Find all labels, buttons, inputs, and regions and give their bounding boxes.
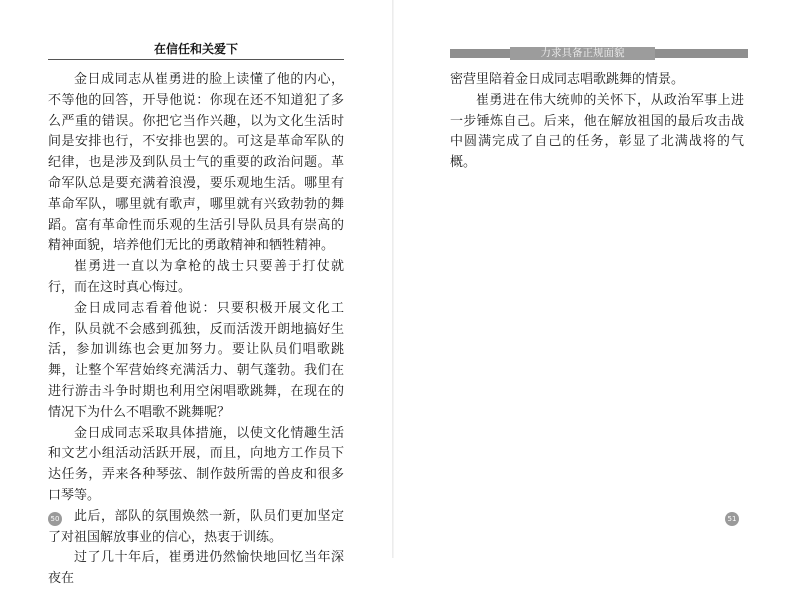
paragraph: 金日成同志从崔勇进的脸上读懂了他的内心，不等他的回答，开导他说：你现在还不知道犯了多么严重的错误。你把它当作兴趣，以为文化生活时间是安排也行，不安排也罢的。可这是革命军队的纪律，也是涉及到队员士气的重要的政治问题。革命军队总是要充满着浪漫，要乐观地生活。哪里有革命军队，哪里就有歌声，哪里就有兴致勃勃的舞蹈。富有革命性而乐观的生活引导队员具有崇高的精神面貌，培养他们无比的勇敢精神和牺牲精神。 [48, 72, 344, 254]
running-title: 力求具备正规面貌 [510, 47, 655, 60]
paragraph-continuation: 密营里陪着金日成同志唱歌跳舞的情景。 [450, 72, 685, 87]
paragraph: 金日成同志采取具体措施，以使文化情趣生活和文艺小组活动活跃开展，而且，向地方工作员下达任务，弄来各种琴弦、制作鼓所需的兽皮和很多口琴等。 [48, 425, 344, 503]
left-page [0, 0, 393, 587]
left-body-text [48, 70, 344, 590]
right-page [394, 0, 787, 558]
paragraph: 此后，部队的氛围焕然一新，队员们更加坚定了对祖国解放事业的信心，热衷于训练。 [48, 508, 344, 545]
paragraph: 过了几十年后，崔勇进仍然愉快地回忆当年深夜在 [48, 550, 344, 587]
page-number: 51 [725, 512, 739, 526]
paragraph: 崔勇进在伟大统帅的关怀下，从政治军事上进一步锤炼自己。后来，他在解放祖国的最后攻击战中圆满完成了自己的任务，彰显了北满战将的气概。 [450, 92, 744, 171]
page-number: 50 [48, 512, 62, 526]
paragraph: 金日成同志看着他说：只要积极开展文化工作，队员就不会感到孤独，反而活泼开朗地搞好生活，参加训练也会更加努力。要让队员们唱歌跳舞，让整个军营始终充满活力、朝气蓬勃。我们在进行游击斗争时期也利用空闲唱歌跳舞，在现在的情况下为什么不唱歌不跳舞呢？ [48, 300, 344, 420]
paragraph: 崔勇进一直以为拿枪的战士只要善于打仗就行，而在这时真心悔过。 [48, 259, 344, 295]
header-rule [48, 59, 344, 60]
right-body-text [450, 70, 744, 174]
running-title: 在信任和关爱下 [153, 42, 238, 56]
